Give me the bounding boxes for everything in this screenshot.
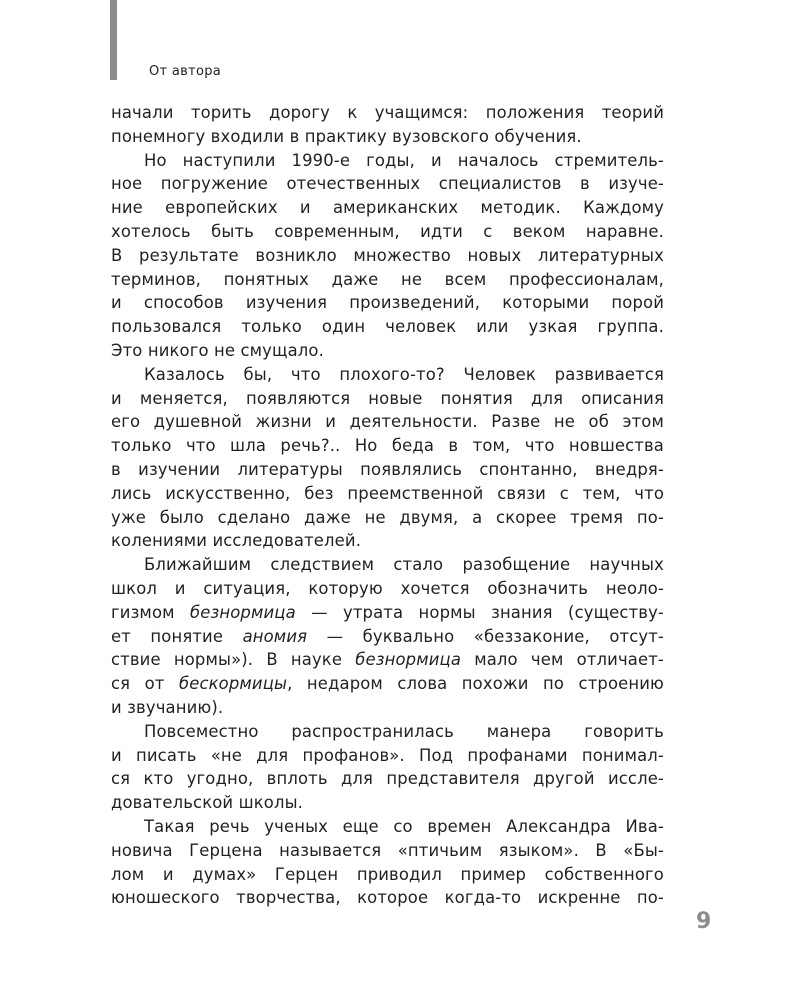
text-segment: понемногу входили в практику вузовского обучения. <box>111 126 582 146</box>
text-segment: школ и ситуация, которую хочется обозначить неоло- <box>111 578 664 598</box>
body-text <box>111 101 664 910</box>
text-segment: лись искусственно, без преемственной связи с тем, что <box>111 483 664 503</box>
text-segment: пользовался только один человек или узкая группа. <box>111 317 664 337</box>
text-line <box>111 196 664 220</box>
text-line <box>111 172 664 196</box>
text-segment: — буквально «беззаконие, отсут- <box>307 626 664 646</box>
text-segment: Это никого не смущало. <box>111 340 324 360</box>
text-segment: только что шла речь?.. Но беда в том, что новшества <box>111 436 664 456</box>
text-line <box>111 577 664 601</box>
text-line <box>111 767 664 791</box>
text-segment: новича Герцена называется «птичьим языком». В «Бы- <box>111 840 664 860</box>
text-line <box>111 125 664 149</box>
text-line <box>111 601 664 625</box>
text-line <box>111 434 664 458</box>
text-segment: В результате возникло множество новых литературных <box>111 245 664 265</box>
text-segment: — утрата нормы знания (существу- <box>295 602 664 622</box>
text-line <box>111 506 664 530</box>
text-segment: ние европейских и американских методик. Каждому <box>111 198 664 218</box>
text-line <box>111 553 664 577</box>
text-segment: мало чем отличает- <box>461 650 664 670</box>
text-line <box>111 863 664 887</box>
text-segment: начали торить дорогу к учащимся: положения теорий <box>111 103 664 122</box>
text-line <box>111 387 664 411</box>
text-line <box>111 529 664 553</box>
text-segment: ся кто угодно, вплоть для представителя другой иссле- <box>111 769 664 789</box>
text-line <box>111 244 664 268</box>
text-line <box>111 696 664 720</box>
text-segment: Такая речь ученых еще со времен Александра Ива- <box>144 816 664 836</box>
text-line <box>111 815 664 839</box>
running-head: От автора <box>149 64 222 79</box>
text-segment: и писать «не для профанов». Под профанами понимал- <box>111 745 664 765</box>
text-segment: и звучанию). <box>111 697 224 717</box>
text-segment: его душевной жизни и деятельности. Разве не об этом <box>111 412 664 432</box>
text-line <box>111 101 664 125</box>
text-segment: и меняется, появляются новые понятия для описания <box>111 388 664 408</box>
text-segment: ся от <box>111 674 179 694</box>
text-line <box>111 625 664 649</box>
text-segment: терминов, понятных даже не всем профессионалам, <box>111 269 664 289</box>
text-segment: в изучении литературы появлялись спонтанно, внедря- <box>111 459 664 479</box>
text-line <box>111 791 664 815</box>
text-line <box>111 482 664 506</box>
text-segment: лом и думах» Герцен приводил пример собственного <box>111 864 664 884</box>
text-line <box>111 149 664 173</box>
text-line <box>111 410 664 434</box>
text-segment: юношеского творчества, которое когда-то искренне по- <box>111 888 664 908</box>
text-line <box>111 886 664 910</box>
text-line <box>111 268 664 292</box>
italic-term: аномия <box>242 626 308 646</box>
text-segment: , недаром слова похожи по строению <box>287 674 664 694</box>
text-line <box>111 458 664 482</box>
margin-rule <box>110 0 117 80</box>
text-line <box>111 291 664 315</box>
text-segment: колениями исследователей. <box>111 531 362 551</box>
text-line <box>111 339 664 363</box>
text-segment: гизмом <box>111 602 190 622</box>
italic-term: безнормица <box>355 650 462 670</box>
text-line <box>111 220 664 244</box>
text-segment: довательской школы. <box>111 793 304 813</box>
text-line <box>111 744 664 768</box>
text-segment: Повсеместно распространилась манера говорить <box>144 721 664 741</box>
text-segment: Ближайшим следствием стало разобщение научных <box>144 555 664 575</box>
text-segment: уже было сделано даже не двумя, а скорее тремя по- <box>111 507 664 527</box>
text-line <box>111 720 664 744</box>
text-segment: ствие нормы»). В науке <box>111 650 356 670</box>
page-number: 9 <box>696 909 712 934</box>
text-segment: Но наступили 1990-е годы, и началось стремитель- <box>144 150 664 170</box>
text-line <box>111 672 664 696</box>
text-segment: и способов изучения произведений, которыми порой <box>111 293 664 313</box>
text-line <box>111 839 664 863</box>
text-segment: Казалось бы, что плохого-то? Человек развивается <box>144 364 664 384</box>
text-segment: ет понятие <box>111 626 243 646</box>
italic-term: безнормица <box>189 602 296 622</box>
italic-term: бескормицы <box>178 674 288 694</box>
text-line <box>111 648 664 672</box>
text-segment: хотелось быть современным, идти с веком наравне. <box>111 221 664 241</box>
text-line <box>111 315 664 339</box>
text-line <box>111 363 664 387</box>
text-segment: ное погружение отечественных специалистов в изуче- <box>111 174 664 194</box>
